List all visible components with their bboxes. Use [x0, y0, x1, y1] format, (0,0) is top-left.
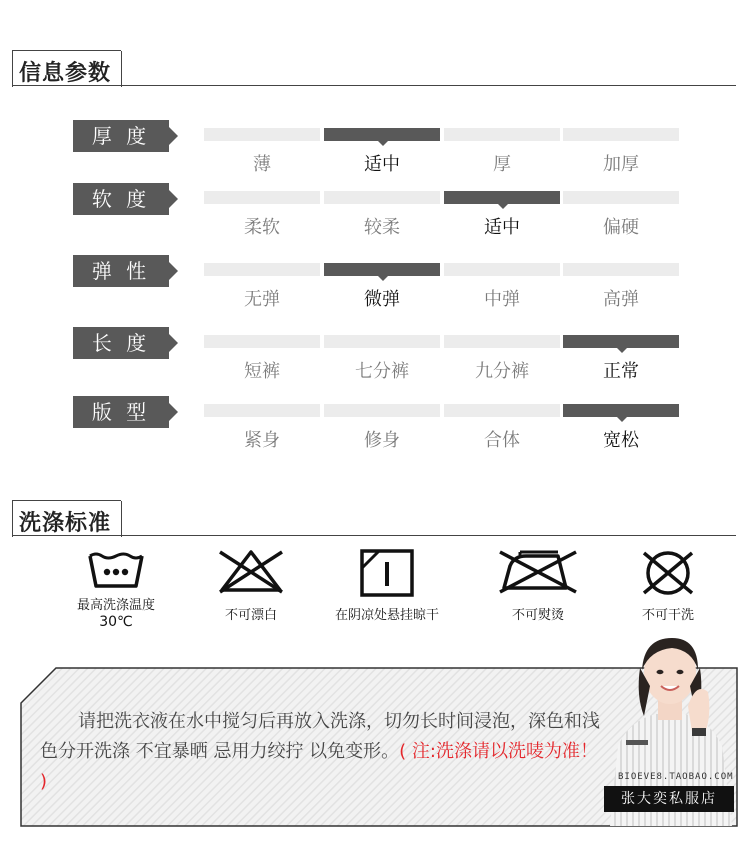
param-row [73, 327, 683, 387]
param-option [444, 263, 560, 311]
param-option-selected [563, 404, 679, 452]
notice-line-2: 色分开洗涤 不宜暴晒 忌用力绞拧 以免变形。 [40, 741, 400, 762]
param-option-selected [563, 335, 679, 383]
section-header-wash [12, 500, 736, 538]
header-divider [12, 535, 736, 536]
option-label: 高弹 [603, 289, 639, 310]
param-option [444, 335, 560, 383]
param-option-selected [444, 191, 560, 239]
no-iron-icon [496, 548, 580, 594]
option-label: 短裤 [244, 361, 280, 382]
option-label: 偏硬 [603, 217, 639, 238]
option-bar [324, 191, 440, 204]
no-dry-clean-icon [638, 548, 698, 598]
wash-item-shade [322, 548, 452, 624]
option-bar [324, 335, 440, 348]
option-label: 微弹 [364, 289, 400, 310]
wash-item-bleach [206, 548, 296, 624]
param-label: 长 度 [73, 327, 169, 359]
param-option [324, 335, 440, 383]
notice-line-1: 请把洗衣液在水中搅匀后再放入洗涤，切勿长时间浸泡，深色和浅 [78, 711, 600, 732]
param-row [73, 255, 683, 315]
wash-caption: 不可漂白 [224, 608, 277, 623]
param-label: 弹 性 [73, 255, 169, 287]
option-bar [563, 263, 679, 276]
option-bar [444, 191, 560, 204]
param-option [204, 335, 320, 383]
param-option [444, 128, 560, 176]
wash-caption: 不可干洗 [641, 608, 694, 623]
wash-caption: 不可熨烫 [511, 608, 564, 623]
wash-caption: 在阴凉处悬挂晾干 [334, 608, 439, 623]
param-option-selected [324, 263, 440, 311]
option-bar [563, 191, 679, 204]
shop-name-badge: 张大奕私服店 [604, 786, 734, 812]
wash-item-dryclean [626, 548, 710, 624]
option-bar [324, 128, 440, 141]
option-label: 修身 [364, 430, 400, 451]
param-option [204, 263, 320, 311]
wash-caption: 最高洗涤温度 [76, 598, 155, 613]
no-bleach-icon [216, 548, 286, 594]
option-bar [444, 335, 560, 348]
option-label: 适中 [484, 217, 520, 238]
section-title: 信息参数 [19, 61, 112, 86]
param-label: 厚 度 [73, 120, 169, 152]
option-label: 合体 [484, 430, 520, 451]
option-label: 薄 [253, 154, 271, 175]
param-option [204, 128, 320, 176]
param-option [563, 128, 679, 176]
option-bar [204, 263, 320, 276]
shop-url: BIOEVE8.TAOBAO.COM [618, 772, 734, 782]
wash-tub-30-icon [86, 548, 146, 592]
option-bar [444, 404, 560, 417]
option-bar [563, 128, 679, 141]
option-bar [204, 128, 320, 141]
param-row [73, 396, 683, 456]
option-label: 宽松 [603, 430, 639, 451]
param-option [324, 191, 440, 239]
section-title: 洗涤标准 [19, 511, 112, 536]
param-row [73, 120, 683, 180]
param-option [444, 404, 560, 452]
option-label: 加厚 [603, 154, 639, 175]
wash-item-iron [490, 548, 586, 624]
param-label: 版 型 [73, 396, 169, 428]
option-label: 较柔 [364, 217, 400, 238]
option-label: 柔软 [244, 217, 280, 238]
notice-warning: ( 注:洗涤请以洗唛为准！ ) [40, 741, 598, 792]
param-option-selected [324, 128, 440, 176]
notice-text [40, 707, 610, 797]
option-bar [204, 404, 320, 417]
param-option [204, 191, 320, 239]
option-label: 紧身 [244, 430, 280, 451]
option-bar [204, 191, 320, 204]
option-bar [324, 263, 440, 276]
option-bar [444, 263, 560, 276]
option-label: 正常 [603, 361, 639, 382]
wash-item-temperature [70, 548, 162, 630]
option-label: 无弹 [244, 289, 280, 310]
option-bar [563, 404, 679, 417]
param-option [204, 404, 320, 452]
option-label: 九分裤 [475, 361, 529, 382]
param-option [563, 263, 679, 311]
option-bar [563, 335, 679, 348]
param-option [324, 404, 440, 452]
param-label: 软 度 [73, 183, 169, 215]
dry-in-shade-icon [359, 548, 415, 598]
option-label: 中弹 [484, 289, 520, 310]
option-bar [204, 335, 320, 348]
option-label: 七分裤 [355, 361, 409, 382]
option-label: 厚 [493, 154, 511, 175]
option-label: 适中 [364, 154, 400, 175]
section-header-params [12, 50, 736, 88]
option-bar [444, 128, 560, 141]
option-bar [324, 404, 440, 417]
wash-caption-temp: 30℃ [99, 614, 133, 630]
header-divider [12, 85, 736, 86]
param-row [73, 183, 683, 243]
param-option [563, 191, 679, 239]
